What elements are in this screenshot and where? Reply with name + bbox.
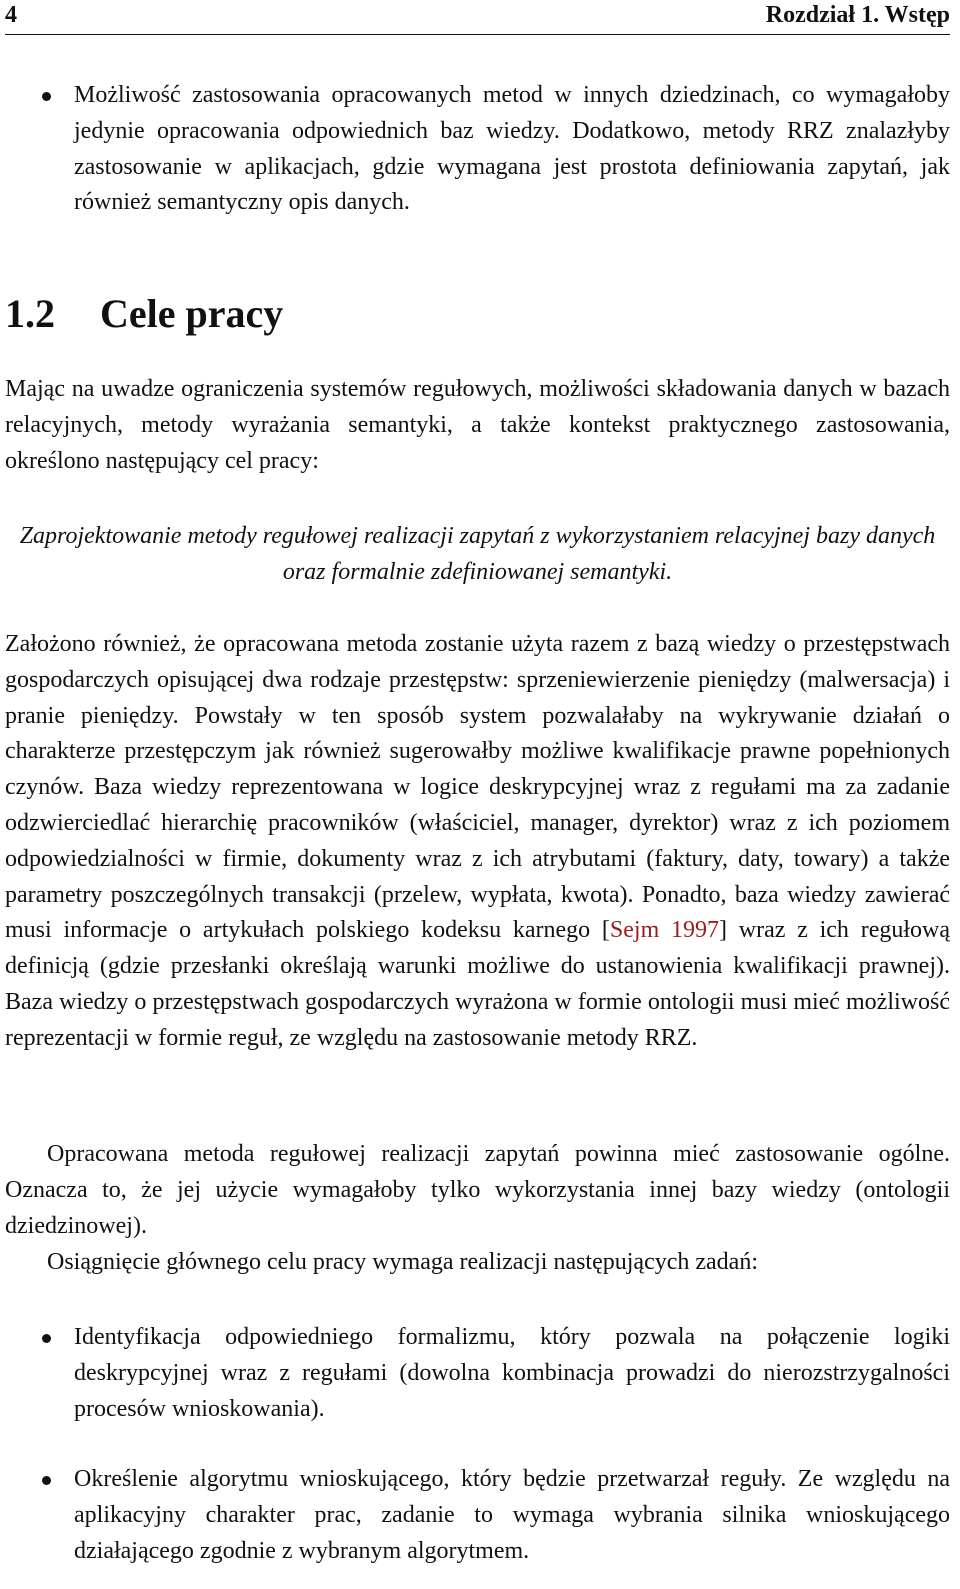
chapter-title: Rozdział 1. Wstęp xyxy=(765,2,950,28)
paragraph xyxy=(5,627,950,1057)
citation-link[interactable]: Sejm 1997 xyxy=(609,917,720,944)
paragraph-text: ] wraz z ich regułową definicją (gdzie przesłanki określają warunki możliwe do ustanowienia kwalifikacji prawnej). Baza wiedzy o przestępstwach gospodarczych wyrażona w formie ontologii musi mieć możliwość reprezentacji w formie reguł, ze względu na zastosowanie metody RRZ. xyxy=(5,917,951,1051)
page-number: 4 xyxy=(5,2,17,28)
section-number: 1.2 xyxy=(5,291,55,336)
section-title: Cele pracy xyxy=(100,291,284,336)
bullet-icon xyxy=(42,1334,51,1343)
paragraph-text: Założono również, że opracowana metoda zostanie użyta razem z bazą wiedzy o przestępstwach gospodarczych opisującej dwa rodzaje przestępstw: sprzeniewierzenie pieniędzy (malwersacja) i pranie pieniędzy. Powstały w ten sposób system pozwalałaby na wykrywanie działań o charakterze przestępczym jak również sugerowałby możliwe kwalifikacje prawne popełnionych czynów. Baza wiedzy reprezentowana w logice deskrypcyjnej wraz z regułami ma za zadanie odzwierciedlać hierarchię pracowników (właściciel, manager, dyrektor) wraz z ich poziomem odpowiedzialności w firmie, dokumenty wraz z ich atrybutami (faktury, daty, towary) a także parametry poszczególnych transakcji (przelew, wypłata, kwota). Ponadto, baza wiedzy zawierać musi informacje o artykułach polskiego kodeksu karnego [ xyxy=(5,631,950,944)
bullet-icon xyxy=(42,1476,51,1485)
running-header xyxy=(5,0,950,35)
bullet-icon xyxy=(42,92,51,101)
paragraph: Mając na uwadze ograniczenia systemów regułowych, możliwości składowania danych w bazach relacyjnych, metody wyrażania semantyki, a także kontekst praktycznego zastosowania, określono następujący cel pracy: xyxy=(5,376,950,474)
list-item-text: Identyfikacja odpowiedniego formalizmu, który pozwala na połączenie logiki deskrypcyjnej wraz z regułami (dowolna kombinacja prowadzi do nierozstrzygalności procesów wnioskowania). xyxy=(74,1324,950,1422)
paragraph: Osiągnięcie głównego celu pracy wymaga realizacji następujących zadań: xyxy=(47,1249,758,1275)
list-item-text: Możliwość zastosowania opracowanych metod w innych dziedzinach, co wymagałoby jedynie opracowania odpowiednich baz wiedzy. Dodatkowo, metody RRZ znalazłyby zastosowanie w aplikacjach, gdzie wymagana jest prostota definiowania zapytań, jak również semantyczny opis danych. xyxy=(74,82,950,216)
goal-statement: Zaprojektowanie metody regułowej realizacji zapytań z wykorzystaniem relacyjnej bazy danych oraz formalnie zdefiniowanej semantyki. xyxy=(19,523,936,585)
section-heading xyxy=(5,290,283,337)
list-item-text: Określenie algorytmu wnioskującego, który będzie przetwarzał reguły. Ze względu na aplikacyjny charakter prac, zadanie to wymaga wybrania silnika wnioskującego działającego zgodnie z wybranym algorytmem. xyxy=(74,1466,950,1564)
paragraph: Opracowana metoda regułowej realizacji zapytań powinna mieć zastosowanie ogólne. Oznacza to, że jej użycie wymagałoby tylko wykorzystania innej bazy wiedzy (ontologii dziedzinowej). xyxy=(5,1141,950,1239)
